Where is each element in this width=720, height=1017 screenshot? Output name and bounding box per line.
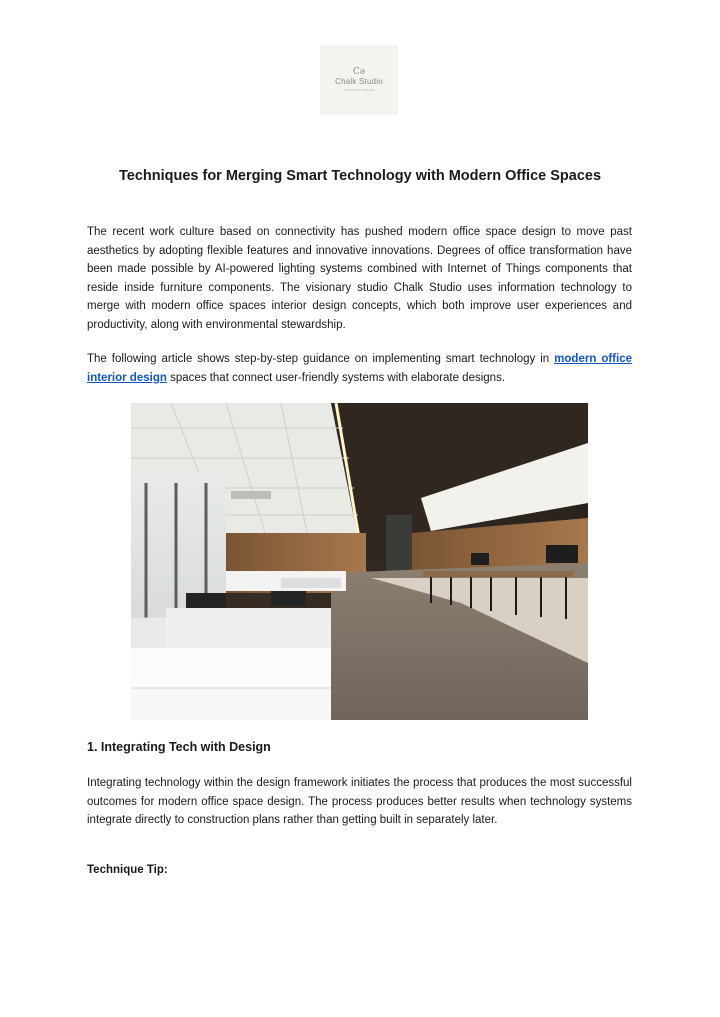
guide-text-before: The following article shows step-by-step guidance on implementing smart technology in: [87, 353, 555, 365]
section-paragraph: Integrating technology within the design framework initiates the process that produces the most successful outcomes for modern office space design. The process produces better results when technology systems integrate directly to construction plans rather than getting built in separately later.: [87, 777, 632, 827]
article-title: Techniques for Merging Smart Technology with Modern Office Spaces: [118, 168, 602, 184]
modern-office-interior-design-link[interactable]: modern office interior design: [87, 353, 632, 384]
guide-text-after: spaces that connect user-friendly systems with elaborate designs.: [166, 371, 506, 384]
logo-mark: Cə: [352, 67, 366, 77]
logo-name: Chalk Studio: [335, 77, 383, 86]
guide-paragraph: [87, 350, 632, 387]
logo-tagline: INTERIOR DESIGN: [343, 88, 375, 92]
section-heading-integrating-tech: 1. Integrating Tech with Design: [87, 740, 271, 754]
technique-tip-label: Technique Tip:: [87, 864, 168, 876]
office-interior-photo: [131, 403, 588, 720]
intro-paragraph: The recent work culture based on connectivity has pushed modern office space design to move past aesthetics by adopting flexible features and innovative innovations. Degrees of office transformation have been made possible by AI-powered lighting systems combined with Internet of Things components that reside inside furniture components. The visionary studio Chalk Studio uses information technology to merge with modern office spaces interior design concepts, which both improve user experiences and productivity, along with environmental stewardship.: [87, 226, 632, 331]
chalk-studio-logo: [320, 45, 398, 115]
